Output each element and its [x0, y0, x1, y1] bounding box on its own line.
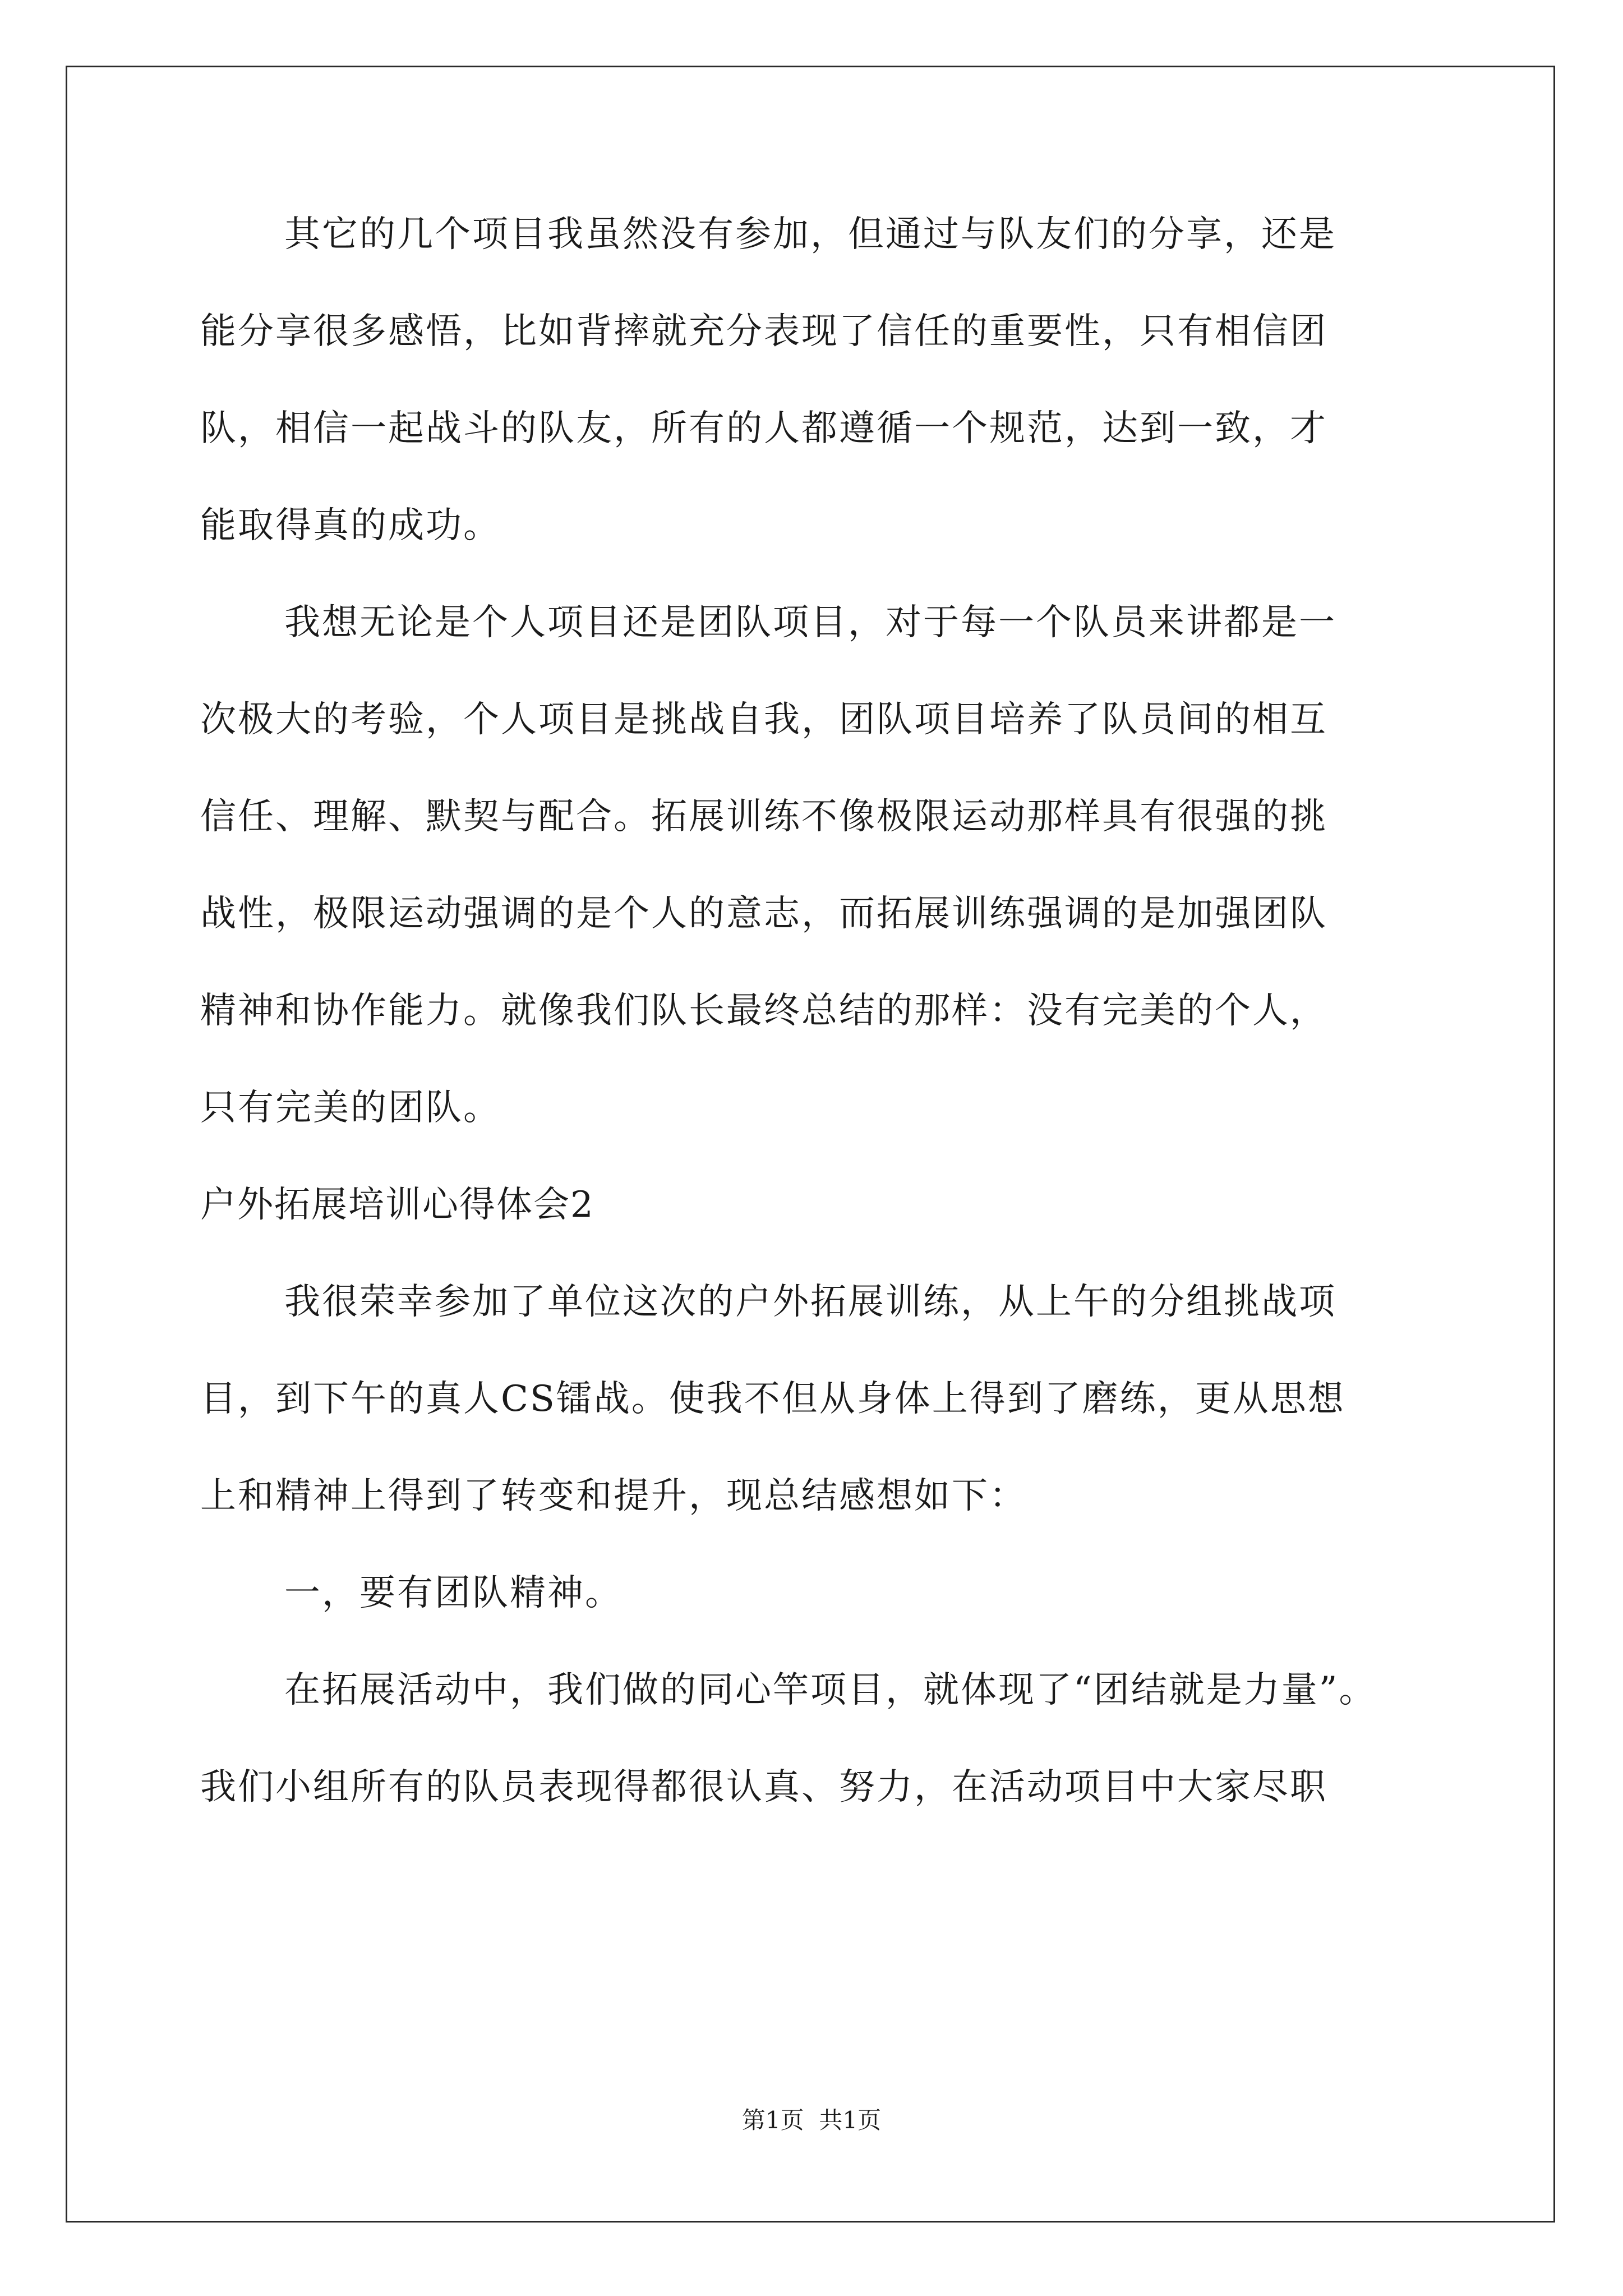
text-line: 只有完美的团队。 — [200, 1087, 501, 1129]
text-line: 在拓展活动中，我们做的同心竿项目，就体现了“团结就是力量”。 — [284, 1669, 1377, 1711]
text-line: 上和精神上得到了转变和提升，现总结感想如下： — [200, 1475, 1027, 1517]
text-line: 战性，极限运动强调的是个人的意志，而拓展训练强调的是加强团队 — [200, 893, 1327, 935]
text-line: 一，要有团队精神。 — [284, 1572, 623, 1614]
text-line: 次极大的考验，个人项目是挑战自我，团队项目培养了队员间的相互 — [200, 699, 1327, 740]
page-number: 第1页 共1页 — [741, 2106, 882, 2134]
text-line: 目，到下午的真人CS镭战。使我不但从身体上得到了磨练，更从思想 — [200, 1378, 1345, 1420]
section-heading: 户外拓展培训心得体会2 — [200, 1184, 594, 1226]
document-body — [200, 213, 1456, 1863]
text-line: 其它的几个项目我虽然没有参加，但通过与队友们的分享，还是 — [284, 214, 1336, 255]
text-line: 信任、理解、默契与配合。拓展训练不像极限运动那样具有很强的挑 — [200, 796, 1327, 838]
text-line: 能分享很多感悟，比如背摔就充分表现了信任的重要性，只有相信团 — [200, 311, 1327, 352]
text-line: 能取得真的成功。 — [200, 505, 501, 546]
text-line: 我们小组所有的队员表现得都很认真、努力，在活动项目中大家尽职 — [200, 1766, 1327, 1808]
text-line: 我想无论是个人项目还是团队项目，对于每一个队员来讲都是一 — [284, 602, 1336, 643]
text-line: 队，相信一起战斗的队友，所有的人都遵循一个规范，达到一致，才 — [200, 408, 1327, 449]
text-line: 精神和协作能力。就像我们队长最终总结的那样：没有完美的个人， — [200, 990, 1327, 1032]
text-line: 我很荣幸参加了单位这次的户外拓展训练，从上午的分组挑战项 — [284, 1281, 1336, 1323]
